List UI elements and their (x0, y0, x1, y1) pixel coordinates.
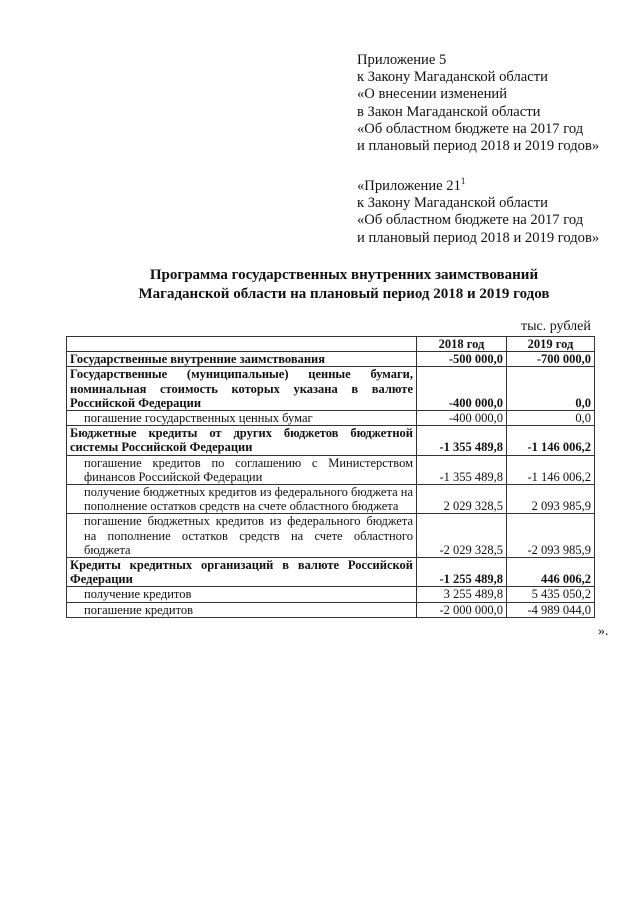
table-row (67, 602, 595, 617)
appendix-line: «О внесении изменений (357, 86, 508, 103)
row-name: Государственные внутренние заимствования (67, 352, 417, 367)
value-2018: -1 355 489,8 (417, 426, 507, 455)
appendix-21-line: к Закону Магаданской области (357, 195, 548, 212)
value-2019: -4 989 044,0 (507, 602, 595, 617)
column-header-2018: 2018 год (417, 337, 507, 352)
value-2019: 0,0 (507, 367, 595, 411)
row-name: Государственные (муниципальные) ценные бумаги, номинальная стоимость которых указана в валюте Российской Федерации (67, 367, 417, 411)
value-2018: 3 255 489,8 (417, 587, 507, 602)
row-name: погашение бюджетных кредитов из федерального бюджета на пополнение остатков средств на счете областного бюджета (67, 514, 417, 558)
appendix-21-line: и плановый период 2018 и 2019 годов» (357, 229, 600, 246)
value-2019: -2 093 985,9 (507, 514, 595, 558)
appendix-line: в Закон Магаданской области (357, 103, 541, 120)
value-2018: -2 029 328,5 (417, 514, 507, 558)
table-row (67, 426, 595, 455)
appendix-21-header (357, 178, 599, 247)
appendix-21-label: «Приложение 21 (357, 178, 461, 194)
value-2018: -2 000 000,0 (417, 602, 507, 617)
value-2019: -1 146 006,2 (507, 426, 595, 455)
row-name: Кредиты кредитных организаций в валюте Российской Федерации (67, 558, 417, 587)
row-name: погашение кредитов по соглашению с Министерством финансов Российской Федерации (67, 455, 417, 484)
value-2019: 446 006,2 (507, 558, 595, 587)
value-2018: -500 000,0 (417, 352, 507, 367)
appendix-21-line: «Об областном бюджете на 2017 год (357, 212, 584, 229)
column-header-name (67, 337, 417, 352)
closing-quote-mark: ». (598, 624, 609, 639)
value-2018: -400 000,0 (417, 411, 507, 426)
value-2018: -1 255 489,8 (417, 558, 507, 587)
column-header-2019: 2019 год (507, 337, 595, 352)
value-2019: -1 146 006,2 (507, 455, 595, 484)
table-row (67, 367, 595, 411)
borrowing-program-table (66, 336, 595, 618)
appendix-21-title (357, 178, 599, 195)
title-line: Программа государственных внутренних заимствований (149, 267, 539, 283)
value-2019: 0,0 (507, 411, 595, 426)
row-name: получение бюджетных кредитов из федерального бюджета на пополнение остатков средств на счете областного бюджета (67, 485, 417, 514)
appendix-header (357, 52, 599, 155)
row-name: погашение кредитов (67, 602, 417, 617)
table-row (67, 411, 595, 426)
table-row (67, 352, 595, 367)
appendix-line: «Об областном бюджете на 2017 год (357, 120, 584, 137)
table-header-row (67, 337, 595, 352)
table-row (67, 514, 595, 558)
row-name: получение кредитов (67, 587, 417, 602)
document-title (60, 266, 628, 304)
appendix-line: Приложение 5 (357, 52, 447, 68)
value-2018: 2 029 328,5 (417, 485, 507, 514)
row-name: Бюджетные кредиты от других бюджетов бюджетной системы Российской Федерации (67, 426, 417, 455)
title-line: Магаданской области на плановый период 2018 и 2019 годов (138, 286, 550, 302)
value-2018: -400 000,0 (417, 367, 507, 411)
table-row (67, 558, 595, 587)
row-name: погашение государственных ценных бумаг (67, 411, 417, 426)
units-label: тыс. рублей (521, 319, 591, 334)
table-row (67, 485, 595, 514)
appendix-line: к Закону Магаданской области (357, 69, 548, 86)
appendix-line: и плановый период 2018 и 2019 годов» (357, 137, 600, 154)
value-2018: -1 355 489,8 (417, 455, 507, 484)
value-2019: 5 435 050,2 (507, 587, 595, 602)
appendix-21-superscript: 1 (460, 176, 466, 187)
value-2019: -700 000,0 (507, 352, 595, 367)
table-row (67, 587, 595, 602)
value-2019: 2 093 985,9 (507, 485, 595, 514)
table-row (67, 455, 595, 484)
